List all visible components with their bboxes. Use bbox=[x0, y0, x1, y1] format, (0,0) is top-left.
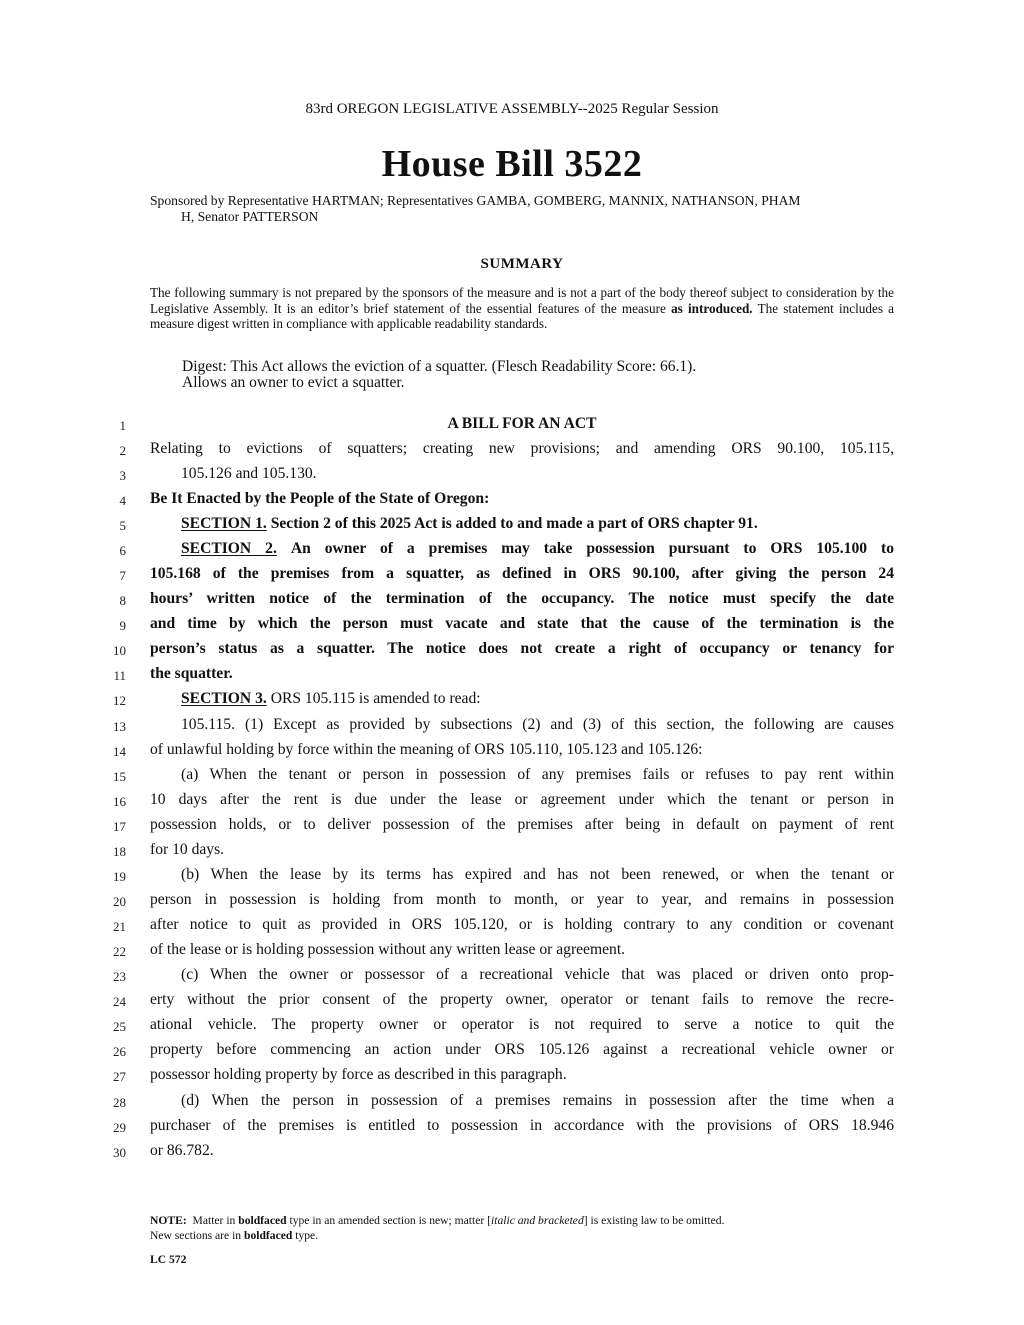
line-number: 27 bbox=[113, 1069, 126, 1084]
summary-text bbox=[150, 285, 894, 332]
line-number: 7 bbox=[119, 568, 126, 583]
line-number: 22 bbox=[113, 944, 126, 959]
line-number: 30 bbox=[113, 1145, 126, 1160]
enacting-clause-text: Be It Enacted by the People of the State of Oregon: bbox=[150, 490, 490, 507]
bill-line-30: or 86.782. bbox=[150, 1142, 214, 1159]
bill-line-25: ational vehicle. The property owner or operator is not required to serve a notice to quit the bbox=[150, 1016, 894, 1033]
section-1-label: SECTION 1. bbox=[181, 515, 267, 532]
relating-line-2: 105.126 and 105.130. bbox=[181, 465, 317, 482]
note-label: NOTE: bbox=[150, 1214, 187, 1227]
bill-line-15: (a) When the tenant or person in possession of any premises fails or refuses to pay rent within bbox=[181, 766, 894, 783]
line-number: 11 bbox=[113, 668, 126, 683]
bill-heading bbox=[150, 415, 894, 433]
section-2-line-4 bbox=[150, 615, 894, 633]
section-1-text: Section 2 of this 2025 Act is added to and made a part of ORS chapter 91. bbox=[270, 515, 758, 532]
bill-line-21: after notice to quit as provided in ORS 105.120, or is holding contrary to any condition or covenant bbox=[150, 916, 894, 933]
bill-line-28: (d) When the person in possession of a premises remains in possession after the time when a bbox=[181, 1092, 894, 1109]
note-text-a: Matter in bbox=[192, 1214, 236, 1227]
section-2-text-1: An owner of a premises may take possession pursuant to ORS 105.100 to bbox=[290, 540, 894, 557]
line-number: 20 bbox=[113, 894, 126, 909]
line-number: 19 bbox=[113, 869, 126, 884]
session-header: 83rd OREGON LEGISLATIVE ASSEMBLY--2025 Regular Session bbox=[305, 101, 719, 117]
line-number: 23 bbox=[113, 969, 126, 984]
section-3 bbox=[181, 690, 894, 708]
summary-heading: SUMMARY bbox=[480, 256, 564, 272]
line-number: 28 bbox=[113, 1095, 126, 1110]
section-3-label: SECTION 3. bbox=[181, 690, 267, 707]
line-number: 3 bbox=[119, 468, 126, 483]
line-number: 18 bbox=[113, 844, 126, 859]
bill-line-13: 105.115. (1) Except as provided by subsections (2) and (3) of this section, the following are causes bbox=[181, 716, 894, 733]
note-bold-1: boldfaced bbox=[238, 1214, 287, 1227]
digest-line-2: Allows an owner to evict a squatter. bbox=[182, 374, 405, 391]
bill-line-19: (b) When the lease by its terms has expired and has not been renewed, or when the tenant or bbox=[181, 866, 894, 883]
note-text-d: New sections are in bbox=[150, 1229, 242, 1242]
section-2-line-2 bbox=[150, 565, 894, 583]
section-2-line-1 bbox=[181, 540, 894, 558]
section-2-text-4: and time by which the person must vacate and state that the cause of the termination is the bbox=[150, 615, 894, 632]
line-number: 24 bbox=[113, 994, 126, 1009]
line-number: 6 bbox=[119, 543, 126, 558]
line-number: 8 bbox=[119, 593, 126, 608]
digest-line-1: Digest: This Act allows the eviction of a squatter. (Flesch Readability Score: 66.1). bbox=[182, 358, 697, 375]
section-2-label: SECTION 2. bbox=[181, 540, 277, 557]
section-2-line-3 bbox=[150, 590, 894, 608]
note-italic: italic and bracketed bbox=[491, 1214, 584, 1227]
line-number: 25 bbox=[113, 1019, 126, 1034]
note-text-b: type in an amended section is new; matter [ bbox=[289, 1214, 492, 1227]
line-number: 14 bbox=[113, 744, 126, 759]
bill-line-18: for 10 days. bbox=[150, 841, 225, 858]
section-3-text: ORS 105.115 is amended to read: bbox=[270, 690, 481, 707]
footer-note-line-2 bbox=[150, 1228, 894, 1243]
section-2-text-5: person’s status as a squatter. The notice does not create a right of occupancy or tenancy for bbox=[150, 640, 894, 657]
bill-line-23: (c) When the owner or possessor of a recreational vehicle that was placed or driven onto prop- bbox=[181, 966, 894, 983]
line-number: 2 bbox=[119, 443, 126, 458]
line-number: 5 bbox=[119, 518, 126, 533]
line-number: 29 bbox=[113, 1120, 126, 1135]
note-bold-2: boldfaced bbox=[244, 1229, 293, 1242]
bill-heading-text: A BILL FOR AN ACT bbox=[447, 415, 597, 432]
bill-line-26: property before commencing an action under ORS 105.126 against a recreational vehicle owner or bbox=[150, 1041, 894, 1058]
line-number: 16 bbox=[113, 794, 126, 809]
digest bbox=[182, 359, 894, 391]
relating-line-1: Relating to evictions of squatters; creating new provisions; and amending ORS 90.100, 105.115, bbox=[150, 440, 894, 457]
bill-line-22: of the lease or is holding possession without any written lease or agreement. bbox=[150, 941, 626, 958]
line-number: 9 bbox=[119, 618, 126, 633]
bill-line-24: erty without the prior consent of the property owner, operator or tenant fails to remove the recre- bbox=[150, 991, 894, 1008]
line-number: 4 bbox=[119, 493, 126, 508]
bill-line-20: person in possession is holding from month to month, or year to year, and remains in possession bbox=[150, 891, 894, 908]
line-number: 15 bbox=[113, 769, 126, 784]
section-2-text-3: hours’ written notice of the termination of the occupancy. The notice must specify the date bbox=[150, 590, 894, 607]
bill-line-29: purchaser of the premises is entitled to possession in accordance with the provisions of ORS 18.946 bbox=[150, 1117, 894, 1134]
line-number: 13 bbox=[113, 719, 126, 734]
section-1 bbox=[181, 515, 894, 533]
sponsors-line-2: H, Senator PATTERSON bbox=[181, 208, 319, 224]
sponsors bbox=[150, 193, 894, 224]
section-2-line-5 bbox=[150, 640, 894, 658]
lc-number: LC 572 bbox=[150, 1253, 187, 1266]
section-2-text-6: the squatter. bbox=[150, 665, 233, 682]
line-number: 10 bbox=[113, 643, 126, 658]
note-text-e: type. bbox=[295, 1229, 319, 1242]
note-text-c: ] is existing law to be omitted. bbox=[583, 1214, 725, 1227]
bill-line-27: possessor holding property by force as described in this paragraph. bbox=[150, 1066, 567, 1083]
bill-line-14: of unlawful holding by force within the meaning of ORS 105.110, 105.123 and 105.126: bbox=[150, 741, 703, 758]
section-2-line-6 bbox=[150, 665, 894, 683]
line-number: 21 bbox=[113, 919, 126, 934]
enacting-clause bbox=[150, 490, 894, 508]
summary-text-part1: The following summary is not prepared by the sponsors of the measure and is not a part of the body thereof subject to consideration by the Legislative Assembly. It is an editor’s brief statement of the essential features of the measure bbox=[150, 285, 894, 316]
footer-note-line-1 bbox=[150, 1213, 894, 1228]
summary-text-bold: as introduced. bbox=[671, 300, 753, 316]
line-number: 1 bbox=[119, 418, 126, 433]
line-number: 17 bbox=[113, 819, 126, 834]
summary-text-part2: The statement includes a measure digest written in compliance with applicable readability standards. bbox=[150, 300, 895, 332]
sponsors-line-1: Sponsored by Representative HARTMAN; Representatives GAMBA, GOMBERG, MANNIX, NATHANSON, PHAM bbox=[150, 193, 801, 208]
section-2-text-2: 105.168 of the premises from a squatter, as defined in ORS 90.100, after giving the person 24 bbox=[150, 565, 894, 582]
bill-line-16: 10 days after the rent is due under the lease or agreement under which the tenant or person in bbox=[150, 791, 894, 808]
bill-line-17: possession holds, or to deliver possession of the premises after being in default on payment of rent bbox=[150, 816, 894, 833]
footer-note bbox=[150, 1213, 894, 1243]
line-number: 26 bbox=[113, 1044, 126, 1059]
line-number: 12 bbox=[113, 693, 126, 708]
bill-title: House Bill 3522 bbox=[381, 143, 643, 185]
